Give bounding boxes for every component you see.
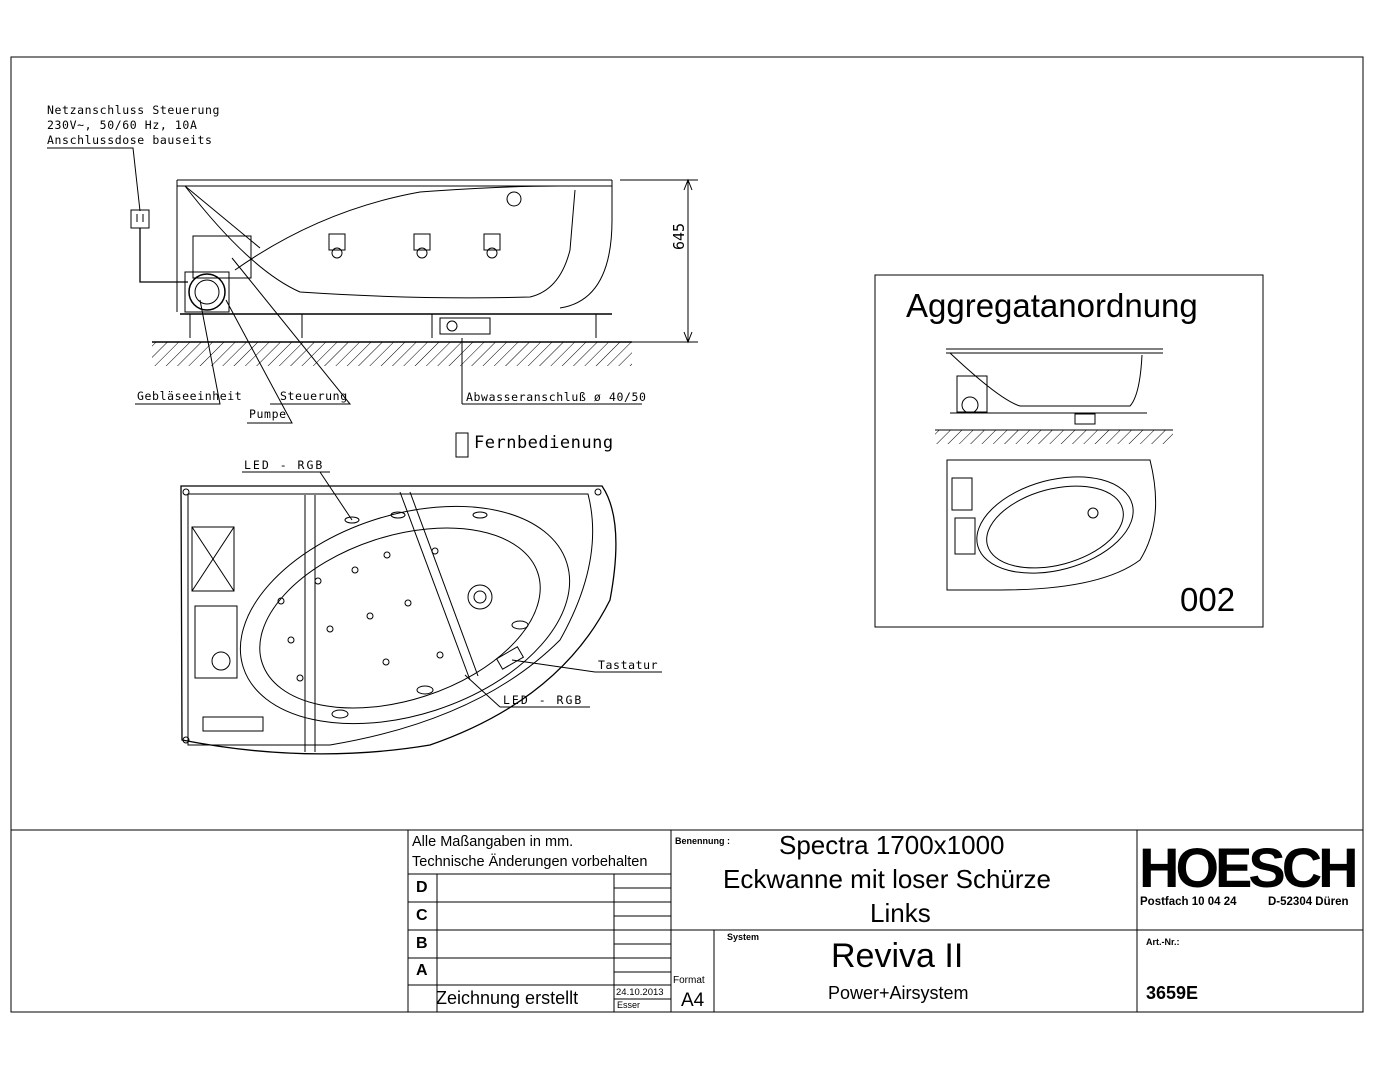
- benennung-label: Benennung :: [675, 836, 730, 846]
- drafter: Esser: [617, 1000, 641, 1010]
- label-led-bottom: LED - RGB: [503, 693, 584, 707]
- title-line-3: Links: [870, 898, 931, 928]
- label-blower: Gebläseeinheit: [137, 389, 243, 403]
- power-label-1: Netzanschluss Steuerung: [47, 103, 221, 117]
- rev-c: C: [416, 907, 428, 924]
- air-nozzles: [278, 548, 443, 681]
- address-1: Postfach 10 04 24: [1140, 896, 1237, 908]
- plan-view: [181, 467, 662, 762]
- system-name: Reviva II: [831, 937, 964, 975]
- note-changes: Technische Änderungen vorbehalten: [412, 854, 648, 870]
- side-view: [47, 148, 698, 457]
- artnr-value: 3659E: [1146, 983, 1199, 1003]
- rev-a: A: [416, 962, 428, 979]
- rev-b: B: [416, 935, 428, 952]
- system-label: System: [727, 932, 760, 942]
- label-led-top: LED - RGB: [244, 458, 325, 472]
- inset-title: Aggregatanordnung: [906, 287, 1198, 324]
- system-sub: Power+Airsystem: [828, 983, 969, 1003]
- artnr-label: Art.-Nr.:: [1146, 937, 1180, 947]
- date: 24.10.2013: [616, 987, 664, 998]
- inset-box: [875, 275, 1263, 627]
- drawing-created: Zeichnung erstellt: [436, 988, 579, 1008]
- brand-logo: HOESCH: [1139, 836, 1355, 899]
- power-label-2: 230V~, 50/60 Hz, 10A: [47, 118, 198, 132]
- drain-circle-icon: [468, 585, 492, 609]
- label-control: Steuerung: [280, 389, 348, 403]
- control-unit-icon: [195, 606, 237, 678]
- title-line-2: Eckwanne mit loser Schürze: [723, 864, 1052, 894]
- label-drain: Abwasseranschluß ø 40/50: [466, 390, 647, 404]
- title-line-1: Spectra 1700x1000: [779, 830, 1005, 860]
- jet-icons: [329, 192, 521, 258]
- height-dimension: 645: [670, 222, 688, 250]
- pump-icon: [189, 274, 225, 310]
- address-2: D-52304 Düren: [1268, 896, 1349, 908]
- power-label-3: Anschlussdose bauseits: [47, 133, 213, 147]
- note-dimensions: Alle Maßangaben in mm.: [412, 834, 574, 850]
- remote-icon: [456, 433, 468, 457]
- format-value: A4: [681, 990, 705, 1011]
- rev-d: D: [416, 879, 428, 896]
- label-keypad: Tastatur: [598, 658, 659, 672]
- socket-icon: [131, 210, 149, 228]
- inset-number: 002: [1180, 581, 1236, 618]
- format-label: Format: [673, 975, 705, 986]
- label-pump: Pumpe: [249, 407, 287, 421]
- label-remote: Fernbedienung: [474, 433, 614, 453]
